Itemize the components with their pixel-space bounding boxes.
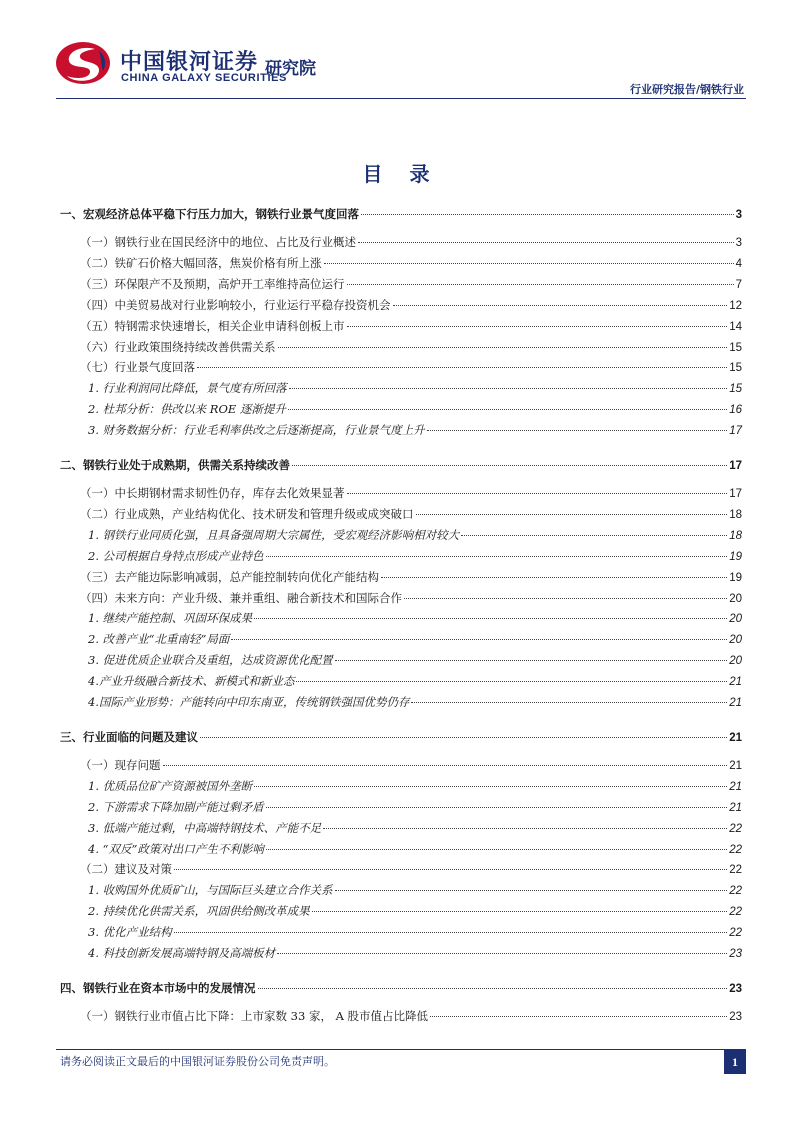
toc-dot-leader — [347, 284, 734, 285]
toc-entry-label: 1. 钢铁行业同质化强，且具备强周期大宗属性，受宏观经济影响相对较大 — [88, 527, 460, 542]
toc-entry[interactable] — [88, 610, 742, 626]
toc-dot-leader — [292, 465, 727, 466]
toc-entry-label: 1. 继续产能控制、巩固环保成果 — [88, 611, 253, 626]
toc-entry-label: 3. 促进优质企业联合及重组，达成资源优化配置 — [88, 653, 333, 668]
toc-dot-leader — [197, 367, 727, 368]
toc-entry-page: 7 — [735, 278, 742, 291]
toc-entry[interactable] — [80, 506, 742, 522]
toc-entry-page: 22 — [729, 885, 742, 898]
toc-dot-leader — [312, 911, 728, 912]
toc-entry-page: 3 — [735, 209, 742, 221]
toc-entry-label: 2. 公司根据自身特点形成产业特色 — [88, 548, 264, 563]
footer-divider — [56, 1049, 746, 1050]
toc-entry[interactable] — [80, 339, 742, 355]
toc-entry-label: （六）行业政策围绕持续改善供需关系 — [80, 339, 276, 354]
toc-entry-page: 21 — [729, 759, 742, 772]
toc-dot-leader — [296, 681, 727, 682]
toc-entry-label: 四、钢铁行业在资本市场中的发展情况 — [60, 980, 256, 995]
toc-entry-label: 2. 持续优化供需关系，巩固供给侧改革成果 — [88, 904, 310, 919]
toc-entry[interactable] — [88, 945, 742, 961]
brand-name-en: CHINA GALAXY SECURITIES — [121, 72, 287, 84]
toc-entry-page: 22 — [729, 822, 742, 835]
toc-entry[interactable] — [80, 359, 742, 375]
toc-entry-page: 3 — [735, 237, 742, 249]
toc-entry-page: 17 — [729, 460, 742, 472]
toc-dot-leader — [289, 388, 728, 389]
toc-entry-label: （一）现存问题 — [80, 757, 161, 772]
toc-entry-label: （七）行业景气度回落 — [80, 360, 195, 375]
toc-entry[interactable] — [88, 673, 742, 689]
toc-dot-leader — [323, 828, 727, 829]
toc-entry-page: 22 — [729, 843, 742, 856]
toc-entry-label: 3. 低端产能过剩，中高端特钢技术、产能不足 — [88, 820, 322, 835]
toc-entry-page: 21 — [729, 780, 742, 793]
toc-entry-label: 1. 收购国外优质矿山，与国际巨头建立合作关系 — [88, 883, 333, 898]
toc-entry[interactable] — [80, 1008, 742, 1024]
toc-dot-leader — [288, 409, 727, 410]
toc-entry-page: 15 — [729, 362, 742, 375]
toc-entry-label: （三）环保限产不及预期，高炉开工率维持高位运行 — [80, 276, 345, 291]
toc-entry-label: （四）中美贸易战对行业影响较小，行业运行平稳存投资机会 — [80, 297, 391, 312]
toc-entry-page: 23 — [729, 1010, 742, 1023]
toc-entry-label: （三）去产能边际影响减弱，总产能控制转向优化产能结构 — [80, 569, 379, 584]
toc-entry[interactable] — [88, 401, 742, 417]
toc-entry-label: （二）建议及对策 — [80, 862, 172, 877]
footer-disclaimer: 请务必阅读正文最后的中国银河证券股份公司免责声明。 — [60, 1055, 335, 1068]
toc-dot-leader — [416, 514, 728, 515]
page-header — [0, 0, 802, 102]
toc-entry[interactable] — [88, 799, 742, 815]
toc-entry-label: 1. 行业利润同比降低，景气度有所回落 — [88, 381, 287, 396]
toc-entry[interactable] — [80, 757, 742, 773]
toc-entry-label: 3. 财务数据分析：行业毛利率供改之后逐渐提高，行业景气度上升 — [88, 423, 425, 438]
toc-entry[interactable] — [88, 841, 742, 857]
toc-entry-label: 三、行业面临的问题及建议 — [60, 729, 198, 744]
toc-entry[interactable] — [88, 380, 742, 396]
toc-dot-leader — [381, 577, 727, 578]
toc-entry-page: 22 — [729, 864, 742, 877]
toc-entry-page: 18 — [729, 508, 742, 521]
toc-entry-label: （五）特钢需求快速增长，相关企业申请科创板上市 — [80, 318, 345, 333]
toc-entry-label: （四）未来方向：产业升级、兼并重组、融合新技术和国际合作 — [80, 590, 402, 605]
toc-dot-leader — [427, 430, 728, 431]
toc-entry-page: 14 — [729, 320, 742, 333]
toc-entry-label: 4.国际产业形势：产能转向中印东南亚，传统钢铁强国优势仍存 — [88, 695, 410, 709]
toc-entry-page: 23 — [729, 982, 742, 995]
toc-entry-label: （一）中长期钢材需求韧性仍存，库存去化效果显著 — [80, 486, 345, 500]
page-number: 1 — [724, 1050, 746, 1074]
toc-entry[interactable] — [88, 548, 742, 564]
galaxy-swirl-logo-icon — [55, 40, 111, 86]
toc-entry-page: 21 — [729, 697, 742, 709]
toc-dot-leader — [347, 326, 728, 327]
toc-entry-page: 23 — [729, 948, 742, 960]
toc-entry-page: 17 — [729, 488, 742, 500]
toc-dot-leader — [254, 618, 727, 619]
toc-entry-page: 21 — [729, 676, 742, 689]
toc-dot-leader — [174, 869, 727, 870]
toc-dot-leader — [266, 849, 727, 850]
toc-entry-page: 12 — [729, 299, 742, 312]
toc-entry[interactable] — [88, 631, 742, 647]
brand-institute: 研究院 — [265, 59, 316, 79]
toc-entry-page: 4 — [735, 257, 742, 270]
toc-entry[interactable] — [80, 297, 742, 313]
toc-dot-leader — [277, 953, 727, 954]
toc-dot-leader — [335, 660, 728, 661]
toc-dot-leader — [266, 807, 728, 808]
toc-entry[interactable] — [80, 861, 742, 877]
toc-dot-leader — [278, 347, 728, 348]
toc-entry-page: 16 — [729, 404, 742, 417]
toc-entry-label: （一）钢铁行业在国民经济中的地位、占比及行业概述 — [80, 235, 356, 249]
toc-entry-page: 20 — [729, 655, 742, 668]
toc-entry[interactable] — [88, 778, 742, 794]
toc-dot-leader — [324, 263, 734, 264]
toc-entry-page: 20 — [729, 613, 742, 626]
toc-entry-page: 18 — [729, 529, 742, 542]
toc-entry[interactable] — [80, 590, 742, 606]
toc-dot-leader — [254, 786, 727, 787]
toc-entry-page: 21 — [729, 731, 742, 744]
toc-entry-page: 15 — [729, 383, 742, 396]
toc-entry-page: 22 — [729, 927, 742, 940]
toc-entry-label: 4. 科技创新发展高端特钢及高端板材 — [88, 946, 276, 960]
toc-entry-page: 20 — [729, 634, 742, 647]
toc-dot-leader — [231, 639, 727, 640]
toc-dot-leader — [461, 535, 727, 536]
toc-dot-leader — [361, 214, 734, 215]
toc-entry[interactable] — [88, 527, 742, 543]
toc-entry[interactable] — [80, 234, 742, 250]
toc-dot-leader — [347, 493, 728, 494]
toc-entry[interactable] — [60, 206, 742, 222]
toc-entry-page: 21 — [729, 801, 742, 814]
toc-entry-label: 二、钢铁行业处于成熟期，供需关系持续改善 — [60, 458, 290, 472]
toc-entry[interactable] — [60, 729, 742, 745]
toc-entry-label: 2. 下游需求下降加剧产能过剩矛盾 — [88, 799, 264, 814]
toc-title: 目 录 — [362, 162, 440, 186]
toc-entry[interactable] — [80, 485, 742, 501]
toc-dot-leader — [393, 305, 728, 306]
toc-dot-leader — [430, 1016, 727, 1017]
toc-entry[interactable] — [80, 255, 742, 271]
toc-entry[interactable] — [60, 457, 742, 473]
toc-entry-label: 一、宏观经济总体平稳下行压力加大，钢铁行业景气度回落 — [60, 207, 359, 221]
toc-entry-page: 22 — [729, 906, 742, 919]
toc-entry-label: 2. 杜邦分析：供改以来 ROE 逐渐提升 — [88, 402, 286, 417]
toc-dot-leader — [335, 890, 728, 891]
toc-entry[interactable] — [60, 980, 742, 996]
header-divider — [56, 98, 746, 99]
toc-entry[interactable] — [88, 694, 742, 710]
toc-entry-label: 4.产业升级融合新技术、新模式和新业态 — [88, 674, 295, 689]
toc-entry-label: （二）行业成熟，产业结构优化、技术研发和管理升级或成突破口 — [80, 506, 414, 521]
toc-entry[interactable] — [80, 276, 742, 292]
toc-entry-label: 1. 优质品位矿产资源被国外垄断 — [88, 778, 253, 793]
toc-entry-page: 19 — [729, 550, 742, 563]
toc-dot-leader — [258, 988, 728, 989]
toc-dot-leader — [358, 242, 734, 243]
toc-entry[interactable] — [88, 924, 742, 940]
toc-dot-leader — [404, 598, 727, 599]
toc-entry[interactable] — [88, 422, 742, 438]
toc-dot-leader — [163, 765, 728, 766]
toc-entry[interactable] — [88, 652, 742, 668]
toc-entry[interactable] — [88, 882, 742, 898]
brand-name-cn: 中国银河证券 — [120, 50, 259, 75]
toc-entry[interactable] — [80, 569, 742, 585]
toc-entry-page: 19 — [729, 571, 742, 584]
report-type-label: 行业研究报告/钢铁行业 — [629, 83, 744, 96]
toc-entry-label: 3. 优化产业结构 — [88, 925, 172, 940]
toc-entry[interactable] — [88, 903, 742, 919]
toc-entry-label: （一）钢铁行业市值占比下降：上市家数 33 家， A 股市值占比降低 — [80, 1008, 429, 1023]
toc-dot-leader — [266, 556, 728, 557]
toc-dot-leader — [174, 932, 728, 933]
toc-entry-page: 20 — [729, 592, 742, 605]
toc-dot-leader — [411, 702, 727, 703]
toc-entry-label: 4. “双反”政策对出口产生不利影响 — [88, 841, 264, 856]
toc-entry-label: 2. 改善产业“北重南轻”局面 — [88, 632, 230, 647]
toc-entry-page: 17 — [729, 425, 742, 438]
toc-entry[interactable] — [88, 820, 742, 836]
toc-entry-label: （二）铁矿石价格大幅回落，焦炭价格有所上涨 — [80, 255, 322, 270]
toc-entry[interactable] — [80, 318, 742, 334]
toc-entry-page: 15 — [729, 341, 742, 354]
toc-dot-leader — [200, 737, 727, 738]
